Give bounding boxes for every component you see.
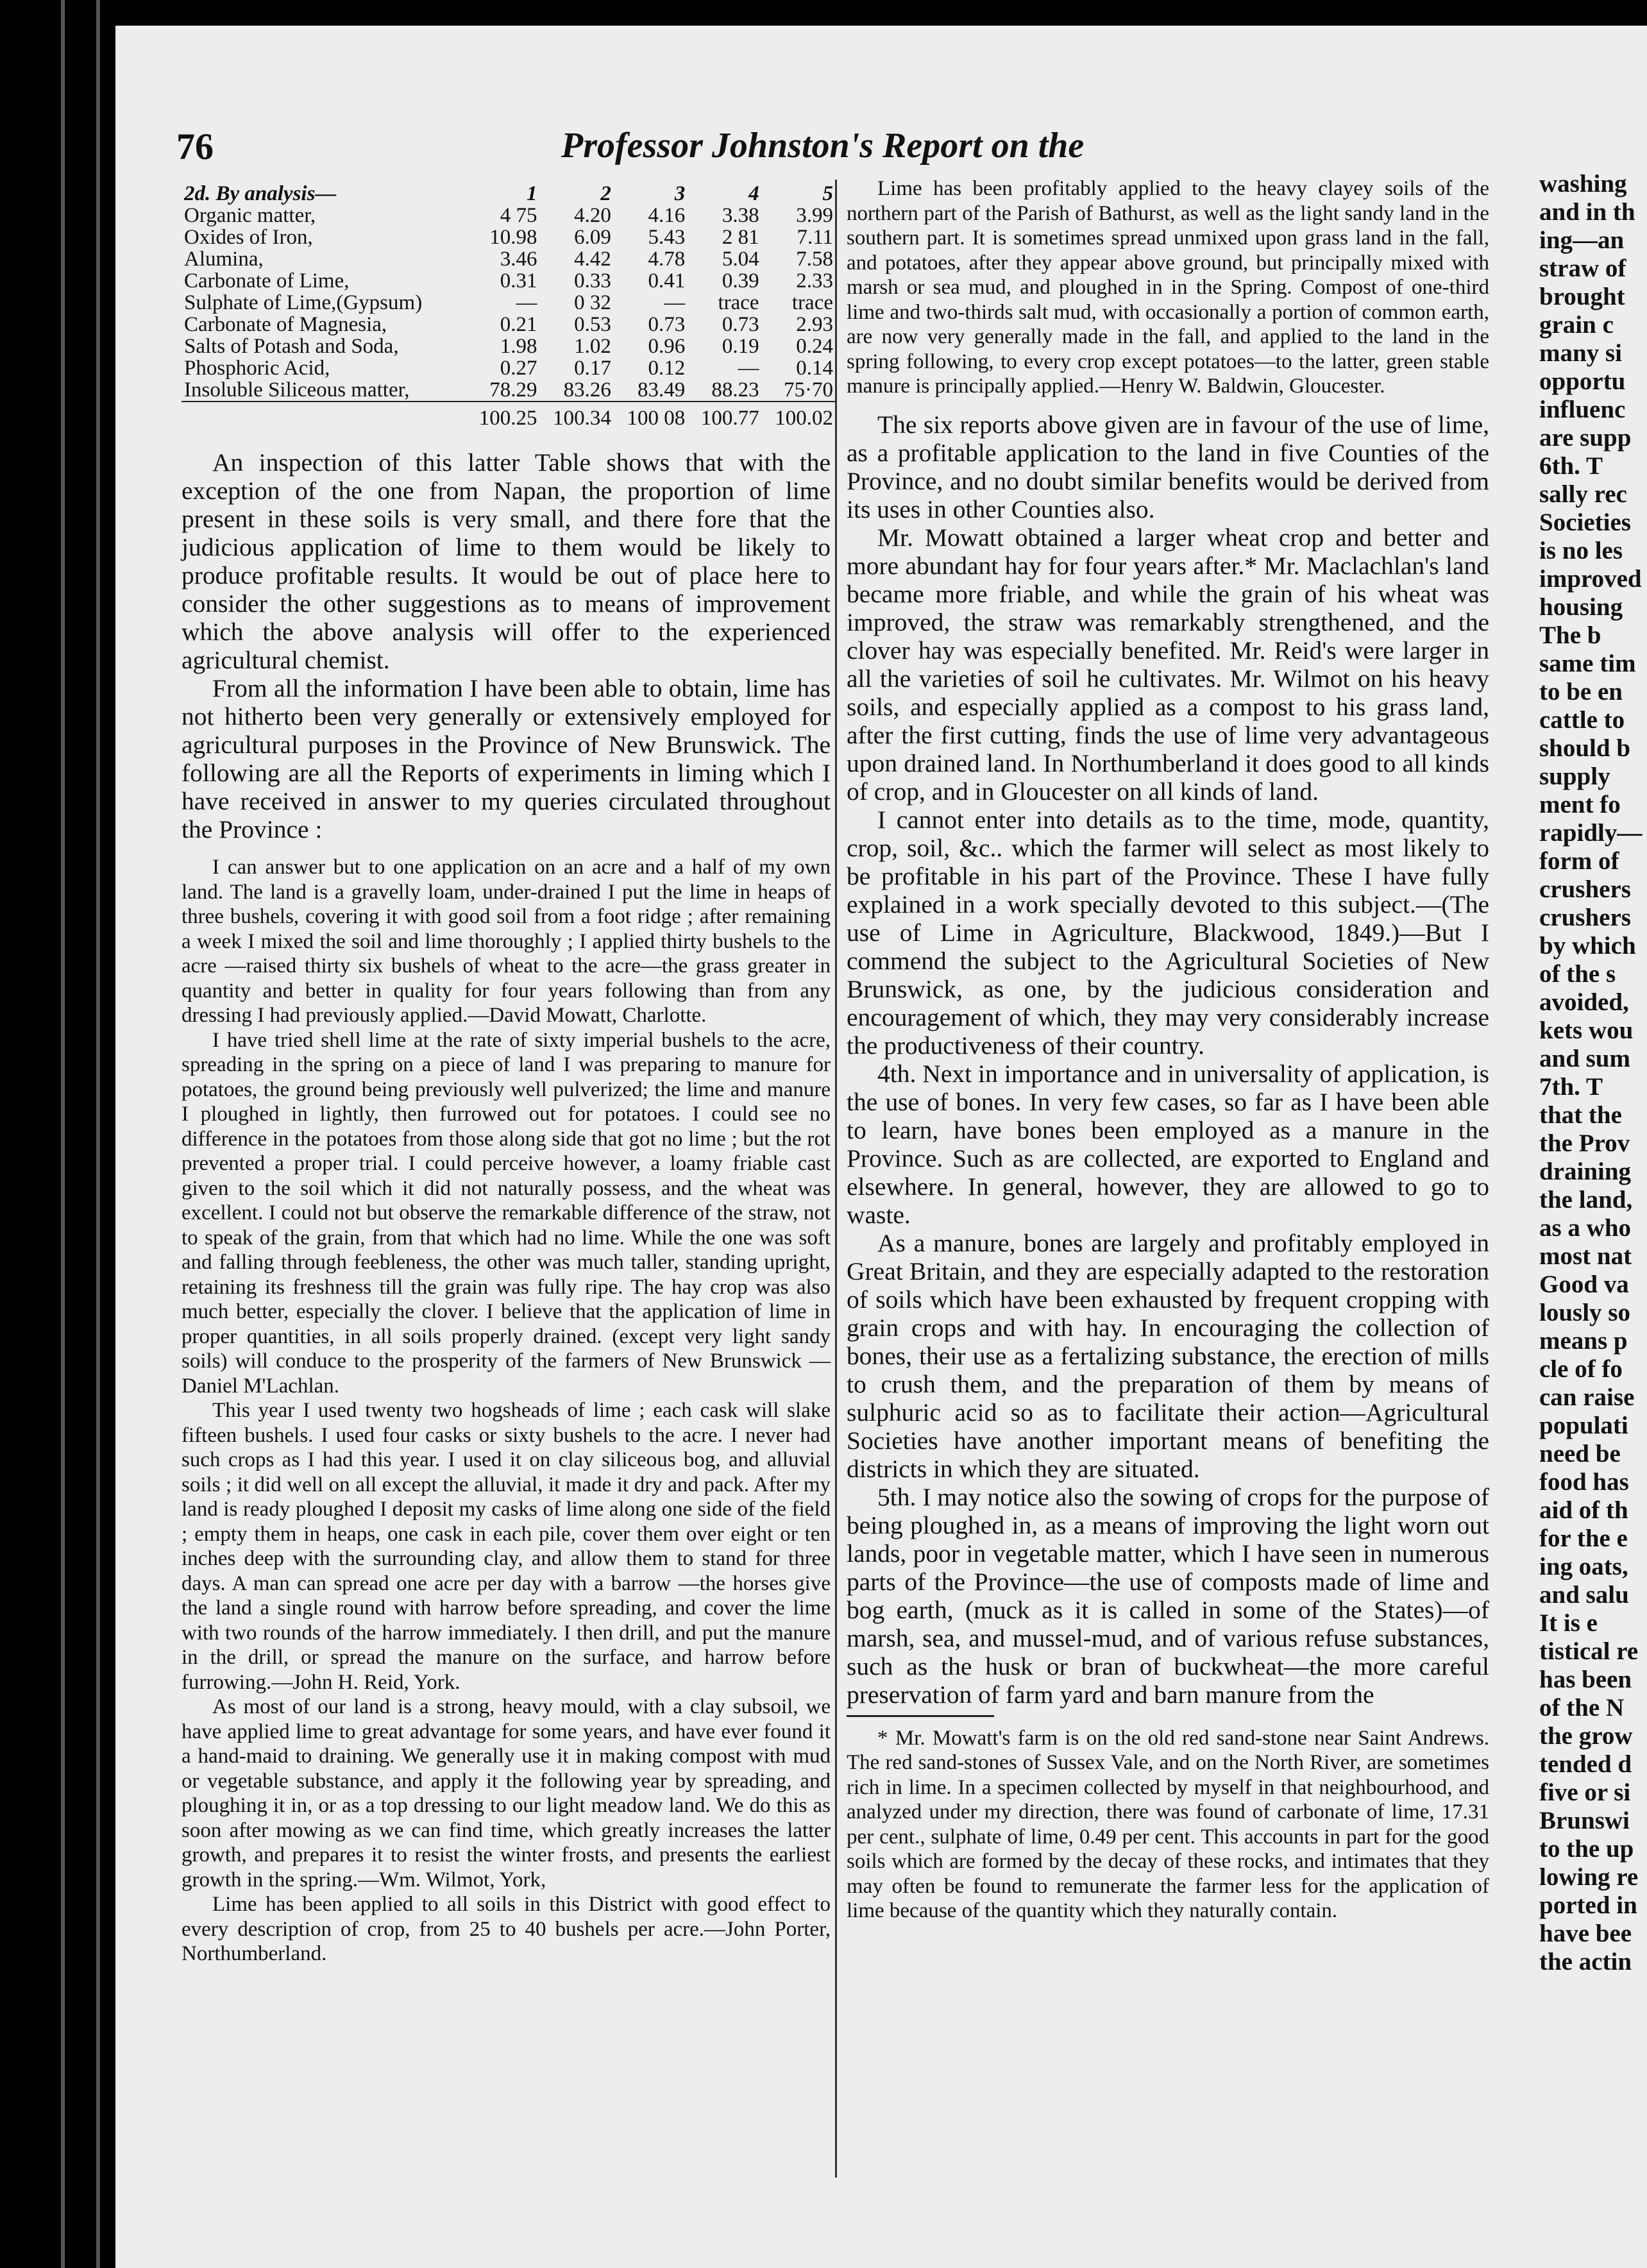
- table-row: [182, 248, 836, 270]
- facing-page-line: lously so: [1539, 1299, 1630, 1326]
- table-cell: 3.99: [796, 204, 833, 227]
- table-cell: 10.98: [489, 226, 537, 249]
- body-paragraph: As a manure, bones are largely and profitably employed in Great Britain, and they are especially adapted to the restoration of soils which have been exhausted by frequent cropping with grain crops and with hay. In encouraging the collection of bones, their use as a fertalizing substance, the erection of mills to crush them, and the preparation of them by means of sulphuric acid so as to facilitate their action—Agricultural Societies have another important means of benefiting the districts in which they are situated.: [847, 1228, 1489, 1483]
- facing-page-fragment: [1539, 170, 1647, 1976]
- facing-page-line: five or si: [1539, 1779, 1631, 1806]
- facing-page-line: influenc: [1539, 396, 1626, 423]
- facing-page-line: crushers: [1539, 904, 1631, 931]
- facing-page-line: grain c: [1539, 311, 1614, 339]
- facing-page-line: ported in: [1539, 1891, 1637, 1919]
- column-header: 4: [748, 182, 759, 205]
- facing-page-line: have bee: [1539, 1920, 1632, 1947]
- table-cell: 0.19: [722, 335, 759, 358]
- table-cell: 75·70: [784, 378, 833, 402]
- table-cell: 3.46: [500, 248, 537, 271]
- facing-page-line: aid of th: [1539, 1496, 1628, 1524]
- table-cell: trace: [718, 291, 759, 314]
- table-cell: 88.23: [711, 378, 759, 402]
- facing-page-line: and salu: [1539, 1581, 1629, 1609]
- table-row: [182, 226, 836, 248]
- spine-edge-line: [96, 0, 100, 2268]
- table-cell: —: [516, 291, 537, 314]
- table-cell: 0.33: [574, 269, 611, 292]
- table-cell: 83.26: [563, 378, 611, 402]
- table-cell: 0.73: [722, 313, 759, 336]
- left-column: [182, 183, 831, 1967]
- facing-page-line: should b: [1539, 734, 1631, 762]
- table-cell: 0.41: [648, 269, 686, 292]
- table-row: [182, 335, 836, 357]
- table-cell: 0.53: [574, 313, 611, 336]
- facing-page-line: many si: [1539, 339, 1622, 367]
- table-row: [182, 314, 836, 335]
- facing-page-line: washing: [1539, 170, 1627, 198]
- row-label: Phosphoric Acid,: [184, 357, 330, 380]
- table-cell: 0.27: [500, 357, 537, 380]
- facing-page-line: Good va: [1539, 1271, 1629, 1298]
- facing-page-line: of the N: [1539, 1694, 1625, 1722]
- body-paragraph: 5th. I may notice also the sowing of crops for the purpose of being ploughed in, as a means of improving the light worn out lands, poor in vegetable matter, which I have seen in numerous parts of the Province—the use of composts made of lime and bog earth, (muck as it is called in some of the States)—of marsh, sea, and mussel-mud, and of various refuse substances, such as the husk or bran of buckwheat—the more careful preservation of farm yard and barn manure from the: [847, 1482, 1489, 1709]
- facing-page-line: opportu: [1539, 368, 1626, 395]
- facing-page-line: tended d: [1539, 1750, 1632, 1778]
- facing-page-line: ing—an: [1539, 226, 1625, 254]
- facing-page-line: lowing re: [1539, 1863, 1639, 1891]
- facing-page-line: food has: [1539, 1468, 1629, 1496]
- body-paragraph: An inspection of this latter Table shows that with the exception of the one from Napan, the proportion of lime present in these soils is very small, and there fore that the judicious application of lime to them would be likely to produce profitable results. It would be out of place here to consider the other suggestions as to means of improvement which the above analysis will offer to the experienced agricultural chemist.: [182, 448, 831, 674]
- column-header: 2: [600, 182, 611, 205]
- table-cell: —: [664, 291, 686, 314]
- facing-page-line: most nat: [1539, 1242, 1632, 1270]
- table-cell: 5.43: [648, 226, 686, 249]
- report-quote: I have tried shell lime at the rate of sixty imperial bushels to the acre, spreading in the spring on a piece of land I was preparing to manure for potatoes, the ground being previously well pulverized; the lime and manure I ploughed in lightly, then furrowed out for potatoes. I could see no difference in the potatoes from those along side that got no lime ; but the rot prevented a proper trial. I could perceive however, a loamy friable cast given to the soil which it did not naturally possess, and the wheat was excellent. I could not but observe the remarkable difference of the straw, not to speak of the grain, from that which had no lime. While the one was soft and falling through feebleness, the other was much taller, standing upright, retaining its freshness till the grain was fully ripe. The hay crop was also much better, especially the clover. I believe that the application of lime in proper quantities, in all soils properly drained. (except very light sandy soils) will conduce to the prosperity of the farmers of New Brunswick —Daniel M'Lachlan.: [182, 1028, 831, 1398]
- facing-page-line: the actin: [1539, 1948, 1632, 1976]
- body-paragraph: Mr. Mowatt obtained a larger wheat crop and better and more abundant hay for four years after.* Mr. Maclachlan's land became more friable, and while the grain of his wheat was improved, the straw was remarkably strengthened, and the clover hay was especially benefited. Mr. Reid's were larger in all the varieties of soil he cultivates. Mr. Wilmot on his heavy soils, and especially applied as a compost to his grass land, after the first cutting, finds the use of lime very advantageous upon drained land. In Northumberland it does good to all kinds of crop, and in Gloucester on all kinds of land.: [847, 523, 1489, 806]
- facing-page-line: the grow: [1539, 1722, 1633, 1750]
- table-cell: 78.29: [489, 378, 537, 402]
- total-cell: 100.77: [688, 402, 761, 429]
- soil-analysis-table: [182, 183, 836, 429]
- facing-page-line: 7th. T: [1539, 1073, 1603, 1101]
- table-cell: 0.21: [500, 313, 537, 336]
- facing-page-line: Brunswi: [1539, 1807, 1630, 1834]
- page-number: 76: [176, 126, 214, 167]
- column-divider: [835, 180, 837, 2178]
- table-cell: 4.16: [648, 204, 686, 227]
- table-total-row: [182, 402, 836, 429]
- facing-page-line: can raise: [1539, 1384, 1635, 1411]
- facing-page-line: of the s: [1539, 960, 1616, 988]
- footnote: * Mr. Mowatt's farm is on the old red sand-stone near Saint Andrews. The red sand-stones of Sussex Vale, and on the North River, are sometimes rich in lime. In a specimen collected by myself in that neighbourhood, and analyzed under my direction, there was found of carbonate of lime, 17.31 per cent., sulphate of lime, 0.49 per cent. This accounts in part for the good soils which are formed by the decay of these rocks, and intimates that they may often be found to remunerate the farmer less for the application of lime because of the quantity which they naturally contain.: [847, 1726, 1489, 1922]
- facing-page-line: The b: [1539, 622, 1601, 649]
- row-label: Carbonate of Magnesia,: [184, 313, 387, 336]
- table-cell: 0 32: [574, 291, 611, 314]
- table-heading: 2d. By analysis—: [184, 182, 337, 205]
- table-cell: 5.04: [722, 248, 759, 271]
- facing-page-line: draining: [1539, 1158, 1632, 1185]
- body-paragraph: The six reports above given are in favour of the use of lime, as a profitable application to the land in five Counties of the Province, and no doubt similar benefits would be derived from its uses in other Counties also.: [847, 410, 1489, 523]
- row-label: Oxides of Iron,: [184, 226, 313, 249]
- body-paragraph: 4th. Next in importance and in universality of application, is the use of bones. In very few cases, so far as I have been able to learn, have bones been employed as a manure in the Province. Such as are collected, are exported to England and elsewhere. In general, however, they are allowed to go to waste.: [847, 1059, 1489, 1229]
- spine-edge-line: [61, 0, 65, 2268]
- facing-page-line: need be: [1539, 1440, 1621, 1468]
- table-cell: 83.49: [637, 378, 686, 402]
- table-cell: 4 75: [500, 204, 537, 227]
- table-row: [182, 205, 836, 226]
- facing-page-line: by which: [1539, 932, 1636, 960]
- report-quote: Lime has been profitably applied to the heavy clayey soils of the northern part of the Parish of Bathurst, as well as the light sandy land in the southern part. It is sometimes spread unmixed upon grass land in the fall, and potatoes, after they appear above ground, but principally mixed with marsh or sea mud, and ploughed in in the Spring. Compost of one-third lime and two-thirds salt mud, with occasionally a portion of common earth, are now very generally made in the fall, and applied to the land in the spring following, to every crop except potatoes—to the latter, green stable manure is principally applied.—Henry W. Baldwin, Gloucester.: [847, 177, 1489, 398]
- facing-page-line: avoided,: [1539, 988, 1629, 1016]
- row-label: Insoluble Siliceous matter,: [184, 378, 410, 402]
- table-cell: 6.09: [574, 226, 611, 249]
- table-cell: 2.33: [796, 269, 833, 292]
- facing-page-line: has been: [1539, 1666, 1632, 1693]
- column-header: 3: [674, 182, 686, 205]
- facing-page-line: form of: [1539, 847, 1619, 875]
- table-row: [182, 270, 836, 292]
- table-cell: 0.14: [796, 357, 833, 380]
- table-cell: 4.78: [648, 248, 686, 271]
- facing-page-line: for the e: [1539, 1525, 1628, 1552]
- facing-page-line: Societies: [1539, 509, 1631, 536]
- table-cell: 0.24: [796, 335, 833, 358]
- facing-page-line: the land,: [1539, 1186, 1633, 1214]
- table-cell: 2 81: [722, 226, 759, 249]
- facing-page-line: is no les: [1539, 537, 1623, 564]
- row-label: Salts of Potash and Soda,: [184, 335, 399, 358]
- facing-page-line: kets wou: [1539, 1017, 1634, 1044]
- running-title: Professor Johnston's Report on the: [561, 126, 1085, 165]
- table-cell: 1.02: [574, 335, 611, 358]
- table-cell: trace: [791, 291, 833, 314]
- facing-page-line: as a who: [1539, 1214, 1632, 1242]
- facing-page-line: and sum: [1539, 1045, 1630, 1072]
- facing-page-line: cattle to: [1539, 706, 1625, 734]
- table-cell: 7.58: [796, 248, 833, 271]
- table-cell: 1.98: [500, 335, 537, 358]
- report-quote: This year I used twenty two hogsheads of lime ; each cask will slake fifteen bushels. I used four casks or sixty bushels to the acre. I never had such crops as I had this year. I used it on clay siliceous bog, and alluvial soils ; it did well on all except the alluvial, it made it dry and pack. After my land is ready ploughed I deposit my casks of lime along one side of the field ; empty them in heaps, one cask in each pile, cover them over eight or ten inches deep with the surrounding clay, and allow them to stand for three days. A man can spread one acre per day with a barrow —the horses give the land a single round with harrow before spreading, and cover the lime with two rounds of the harrow immediately. I then drill, and put the manure in the drill, or spread the manure on the surface, and harrow before furrowing.—John H. Reid, York.: [182, 1399, 831, 1694]
- facing-page-line: ment fo: [1539, 791, 1621, 818]
- report-quote: I can answer but to one application on an acre and a half of my own land. The land is a gravelly loam, under-drained I put the lime in heaps of three bushels, covering it with good soil from a foot ridge ; after remaining a week I mixed the soil and lime thoroughly ; I applied thirty bushels to the acre —raised thirty six bushels of wheat to the acre—the grass greater in quantity and better in quality for four years following than from any dressing I had previously applied.—David Mowatt, Charlotte.: [182, 856, 831, 1027]
- footnote-rule: [847, 1715, 994, 1717]
- row-label: Sulphate of Lime,(Gypsum): [184, 291, 423, 314]
- facing-page-line: brought: [1539, 283, 1625, 310]
- table-row: [182, 379, 836, 402]
- column-header: 5: [822, 182, 833, 205]
- row-label: Alumina,: [184, 248, 264, 271]
- body-paragraph: I cannot enter into details as to the time, mode, quantity, crop, soil, &c.. which the farmer will select as most likely to be profitable in his part of the Province. These I have fully explained in a work specially devoted to this subject.—(The use of Lime in Agriculture, Blackwood, 1849.)—But I commend the subject to the Agricultural Societies of New Brunswick, as one, by the judicious consideration and encouragement of which, they may very considerably increase the productiveness of their country.: [847, 805, 1489, 1060]
- table-cell: 0.31: [500, 269, 537, 292]
- report-quote: As most of our land is a strong, heavy mould, with a clay subsoil, we have applied lime to great advantage for some years, and have ever found it a hand-maid to draining. We generally use it in making compost with mud or vegetable substance, and apply it the following year by spreading, and ploughing it in, or as a top dressing to our light meadow land. We do this as soon after mowing as we can find time, which greatly increases the latter growth, and prepares it to resist the winter frosts, and presents the earliest growth in the spring.—Wm. Wilmot, York,: [182, 1695, 831, 1891]
- facing-page-line: It is e: [1539, 1609, 1598, 1637]
- total-cell: 100.02: [762, 402, 836, 429]
- table-cell: 0.17: [574, 357, 611, 380]
- body-paragraph: From all the information I have been able to obtain, lime has not hitherto been very generally or extensively employed for agricultural purposes in the Province of New Brunswick. The following are all the Reports of experiments in liming which I have received in answer to my queries circulated throughout the Province :: [182, 674, 831, 843]
- facing-page-line: rapidly—: [1539, 819, 1643, 847]
- table-cell: 7.11: [797, 226, 833, 249]
- facing-page-line: crushers: [1539, 876, 1631, 903]
- facing-page-line: are supp: [1539, 424, 1632, 452]
- report-quote: Lime has been applied to all soils in this District with good effect to every description of crop, from 25 to 40 bushels per acre.—John Porter, Northumberland.: [182, 1893, 831, 1965]
- facing-page-line: cle of fo: [1539, 1355, 1623, 1383]
- facing-page-line: straw of: [1539, 255, 1626, 282]
- total-cell: 100.25: [466, 402, 539, 429]
- table-cell: 0.39: [722, 269, 759, 292]
- row-label: Carbonate of Lime,: [184, 269, 350, 292]
- column-header: 1: [526, 182, 537, 205]
- page-header: [176, 125, 1453, 170]
- table-cell: 2.93: [796, 313, 833, 336]
- facing-page-line: and in th: [1539, 198, 1635, 226]
- table-cell: —: [738, 357, 759, 380]
- facing-page-line: same tim: [1539, 650, 1636, 677]
- facing-page-line: housing: [1539, 593, 1623, 621]
- table-cell: 4.20: [574, 204, 611, 227]
- facing-page-line: sally rec: [1539, 480, 1627, 508]
- facing-page-line: tistical re: [1539, 1638, 1639, 1665]
- facing-page-line: improved: [1539, 565, 1642, 593]
- right-column: [847, 176, 1489, 1924]
- total-cell: 100 08: [614, 402, 688, 429]
- facing-page-line: supply: [1539, 763, 1610, 790]
- row-label: Organic matter,: [184, 204, 316, 227]
- facing-page-line: that the: [1539, 1101, 1622, 1129]
- table-row: [182, 357, 836, 379]
- facing-page-line: the Prov: [1539, 1130, 1630, 1157]
- table-cell: 4.42: [574, 248, 611, 271]
- table-cell: 0.73: [648, 313, 686, 336]
- table-cell: 3.38: [722, 204, 759, 227]
- table-row: [182, 292, 836, 314]
- facing-page-line: to be en: [1539, 678, 1623, 706]
- table-cell: 0.96: [648, 335, 686, 358]
- facing-page-line: to the up: [1539, 1835, 1634, 1863]
- table-header-row: [182, 183, 836, 205]
- facing-page-line: ing oats,: [1539, 1553, 1628, 1580]
- table-cell: 0.12: [648, 357, 686, 380]
- facing-page-line: populati: [1539, 1412, 1628, 1439]
- facing-page-line: means p: [1539, 1327, 1628, 1355]
- total-cell: 100.34: [539, 402, 613, 429]
- facing-page-line: 6th. T: [1539, 452, 1603, 480]
